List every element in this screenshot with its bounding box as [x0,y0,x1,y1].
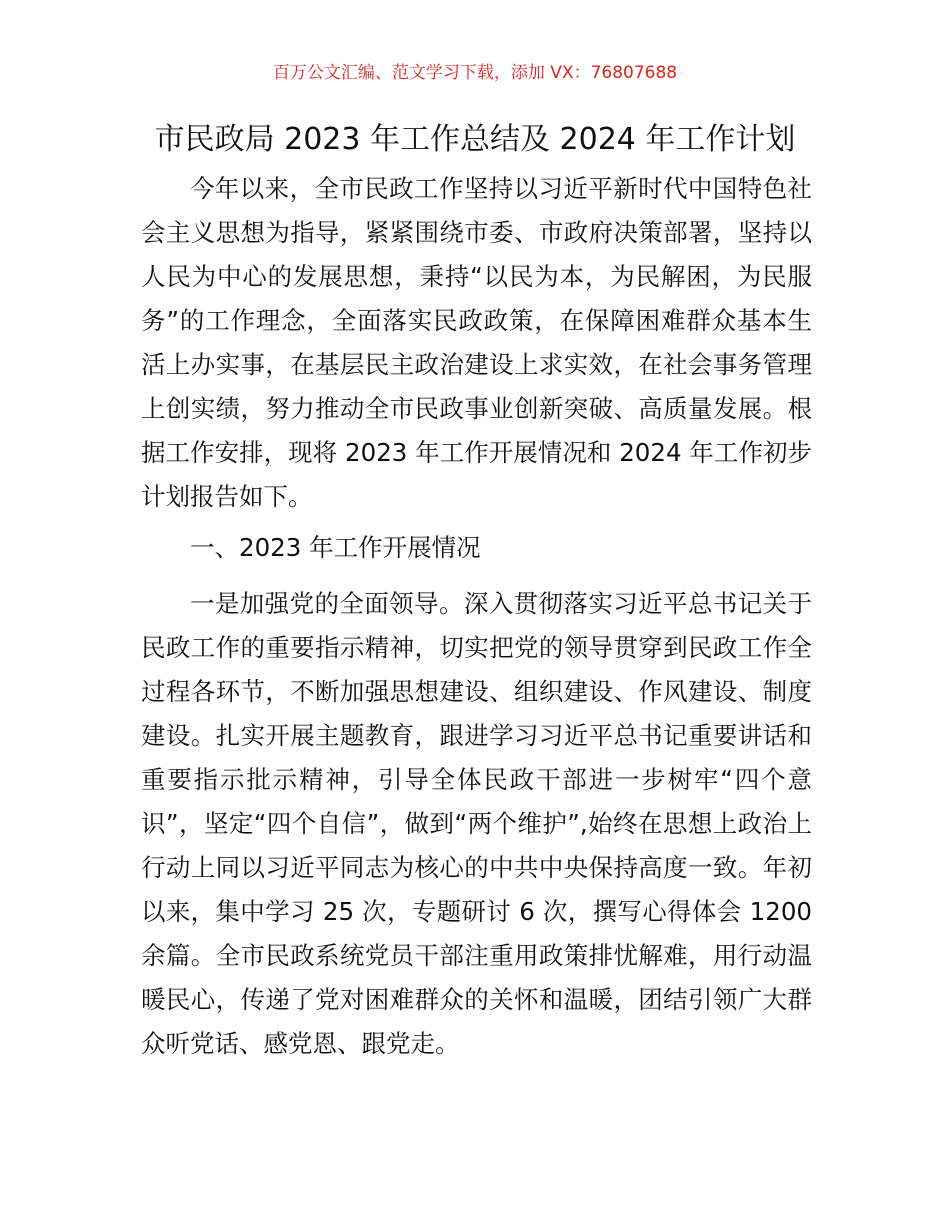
text-line: 民政工作的重要指示精神，切实把党的领导贯穿到民政工作全 [141,633,812,662]
document-title: 市民政局 2023 年工作总结及 2024 年工作计划 [154,122,796,157]
text-line: 活上办实事，在基层民主政治建设上求实效，在社会事务管理 [141,350,812,379]
text-line: 众听党话、感党恩、跟党走。 [141,1029,460,1058]
watermark-banner: 百万公文汇编、范文学习下载，添加 VX：76807688 [272,63,678,83]
text-line: 今年以来，全市民政工作坚持以习近平新时代中国特色社 [190,174,812,203]
text-line: 暖民心，传递了党对困难群众的关怀和温暖，团结引领广大群 [141,985,812,1014]
text-line: 过程各环节，不断加强思想建设、组织建设、作风建设、制度 [141,677,812,706]
text-line: 以来，集中学习 25 次，专题研讨 6 次，撰写心得体会 1200 [141,897,812,926]
text-line: 计划报告如下。 [141,482,313,511]
text-line: 一是加强党的全面领导。深入贯彻落实习近平总书记关于 [190,589,812,618]
text-line: 行动上同以习近平同志为核心的中共中央保持高度一致。年初 [141,853,812,882]
text-line: 重要指示批示精神，引导全体民政干部进一步树牢“四个意 [141,765,812,794]
text-line: 余篇。全市民政系统党员干部注重用政策排忧解难，用行动温 [141,941,812,970]
text-line: 会主义思想为指导，紧紧围绕市委、市政府决策部署，坚持以 [141,218,812,247]
section-heading: 一、2023 年工作开展情况 [190,533,481,562]
text-line: 识”，坚定“四个自信”，做到“两个维护”,始终在思想上政治上 [141,809,812,838]
text-line: 据工作安排，现将 2023 年工作开展情况和 2024 年工作初步 [141,438,812,467]
text-line: 务”的工作理念，全面落实民政政策，在保障困难群众基本生 [141,306,812,335]
text-line: 建设。扎实开展主题教育，跟进学习习近平总书记重要讲话和 [141,721,812,750]
text-line: 上创实绩，努力推动全市民政事业创新突破、高质量发展。根 [141,394,812,423]
text-line: 人民为中心的发展思想，秉持“以民为本，为民解困，为民服 [141,262,812,291]
